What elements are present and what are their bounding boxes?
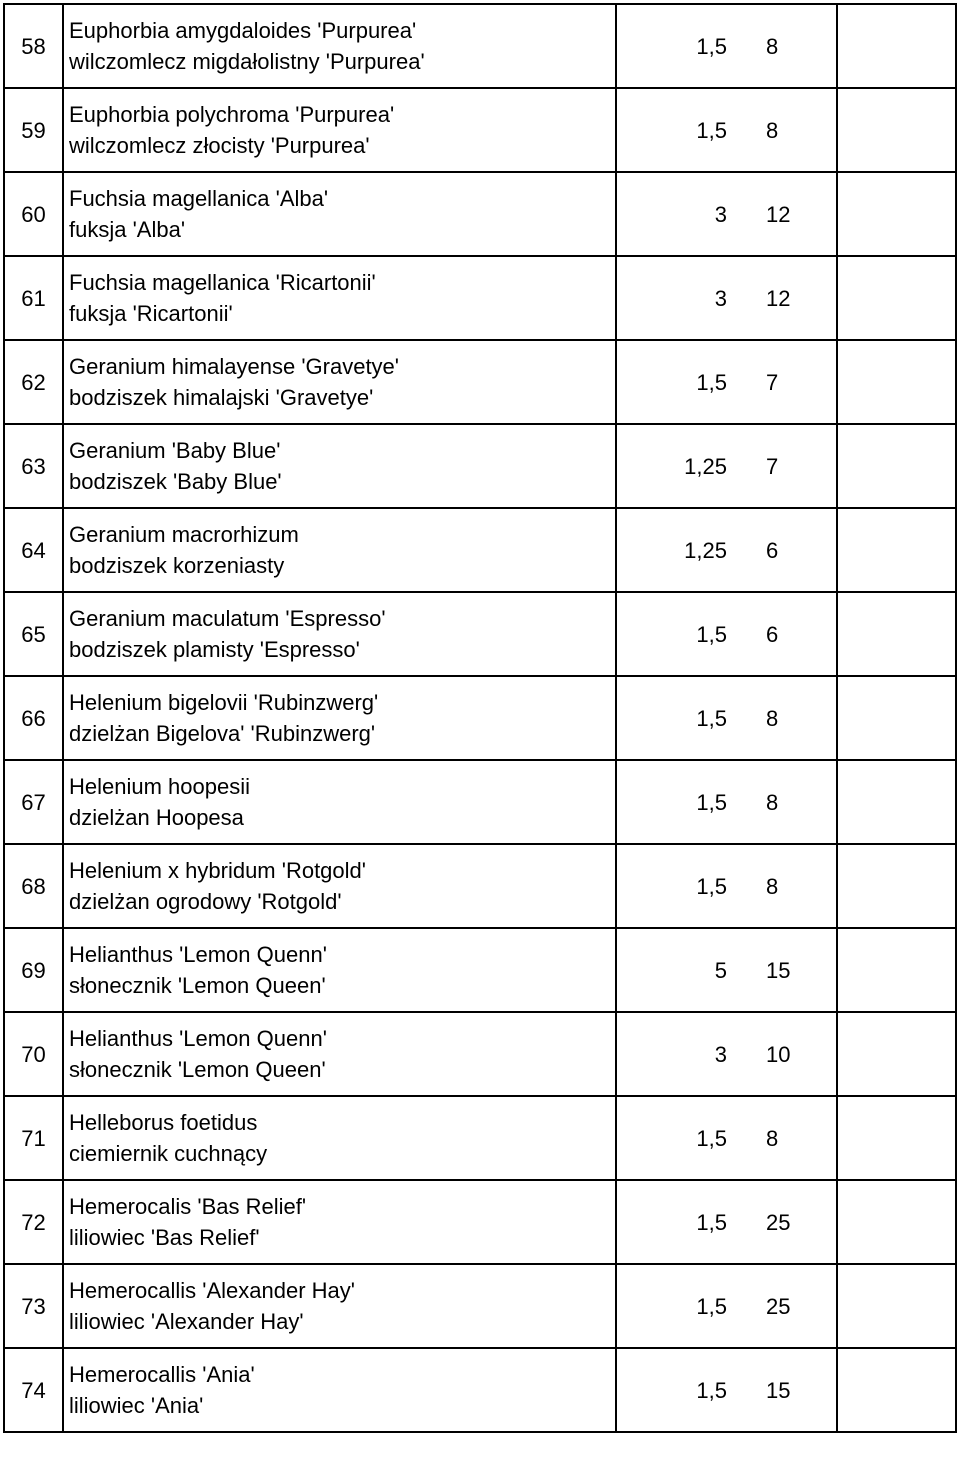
plant-table-body: [4, 4, 956, 1432]
value-a-cell: 3: [616, 1012, 731, 1096]
empty-cell: [837, 1096, 956, 1180]
plant-latin-name: Hemerocallis 'Ania': [69, 1362, 255, 1387]
plant-name-cell: [63, 760, 616, 844]
table-row: [4, 1264, 956, 1348]
plant-polish-name: liliowiec 'Ania': [69, 1393, 204, 1418]
table-row: [4, 340, 956, 424]
plant-name-cell: [63, 1264, 616, 1348]
value-a-cell: 1,5: [616, 1348, 731, 1432]
plant-name-cell: [63, 676, 616, 760]
value-b-cell: 8: [731, 1096, 837, 1180]
row-number: 64: [4, 508, 63, 592]
plant-name-cell: [63, 256, 616, 340]
row-number: 69: [4, 928, 63, 1012]
empty-cell: [837, 88, 956, 172]
plant-name-cell: [63, 340, 616, 424]
plant-latin-name: Euphorbia amygdaloides 'Purpurea': [69, 18, 417, 43]
plant-latin-name: Helleborus foetidus: [69, 1110, 258, 1135]
value-b-cell: 10: [731, 1012, 837, 1096]
plant-latin-name: Helenium x hybridum 'Rotgold': [69, 858, 366, 883]
table-row: [4, 1180, 956, 1264]
plant-polish-name: fuksja 'Ricartonii': [69, 301, 233, 326]
plant-latin-name: Geranium 'Baby Blue': [69, 438, 281, 463]
plant-latin-name: Fuchsia magellanica 'Alba': [69, 186, 329, 211]
value-b-cell: 8: [731, 4, 837, 88]
plant-polish-name: wilczomlecz złocisty 'Purpurea': [69, 133, 370, 158]
plant-latin-name: Euphorbia polychroma 'Purpurea': [69, 102, 395, 127]
plant-latin-name: Hemerocallis 'Alexander Hay': [69, 1278, 355, 1303]
empty-cell: [837, 256, 956, 340]
plant-polish-name: liliowiec 'Bas Relief': [69, 1225, 260, 1250]
plant-latin-name: Fuchsia magellanica 'Ricartonii': [69, 270, 376, 295]
plant-name-cell: [63, 424, 616, 508]
value-b-cell: 15: [731, 928, 837, 1012]
plant-name-cell: [63, 508, 616, 592]
plant-latin-name: Geranium himalayense 'Gravetye': [69, 354, 399, 379]
table-row: [4, 844, 956, 928]
value-a-cell: 3: [616, 256, 731, 340]
plant-name-cell: [63, 844, 616, 928]
value-a-cell: 1,5: [616, 4, 731, 88]
plant-latin-name: Helianthus 'Lemon Quenn': [69, 942, 327, 967]
value-b-cell: 8: [731, 676, 837, 760]
plant-latin-name: Helenium bigelovii 'Rubinzwerg': [69, 690, 379, 715]
row-number: 74: [4, 1348, 63, 1432]
row-number: 66: [4, 676, 63, 760]
value-a-cell: 5: [616, 928, 731, 1012]
table-row: [4, 1348, 956, 1432]
plant-polish-name: słonecznik 'Lemon Queen': [69, 973, 326, 998]
row-number: 60: [4, 172, 63, 256]
plant-polish-name: bodziszek korzeniasty: [69, 553, 285, 578]
value-a-cell: 1,5: [616, 1264, 731, 1348]
row-number: 68: [4, 844, 63, 928]
plant-name-cell: [63, 172, 616, 256]
table-row: [4, 4, 956, 88]
empty-cell: [837, 760, 956, 844]
plant-polish-name: liliowiec 'Alexander Hay': [69, 1309, 304, 1334]
plant-name-cell: [63, 1180, 616, 1264]
plant-latin-name: Geranium macrorhizum: [69, 522, 299, 547]
row-number: 65: [4, 592, 63, 676]
value-b-cell: 25: [731, 1264, 837, 1348]
plant-polish-name: bodziszek 'Baby Blue': [69, 469, 282, 494]
value-b-cell: 6: [731, 508, 837, 592]
plant-polish-name: bodziszek plamisty 'Espresso': [69, 637, 360, 662]
empty-cell: [837, 508, 956, 592]
plant-name-cell: [63, 1012, 616, 1096]
value-a-cell: 1,5: [616, 676, 731, 760]
empty-cell: [837, 844, 956, 928]
plant-polish-name: ciemiernik cuchnący: [69, 1141, 268, 1166]
value-b-cell: 7: [731, 340, 837, 424]
empty-cell: [837, 1180, 956, 1264]
table-row: [4, 508, 956, 592]
table-row: [4, 760, 956, 844]
table-row: [4, 592, 956, 676]
row-number: 71: [4, 1096, 63, 1180]
empty-cell: [837, 592, 956, 676]
plant-name-cell: [63, 928, 616, 1012]
row-number: 59: [4, 88, 63, 172]
value-b-cell: 7: [731, 424, 837, 508]
value-b-cell: 6: [731, 592, 837, 676]
row-number: 67: [4, 760, 63, 844]
table-row: [4, 256, 956, 340]
table-row: [4, 1012, 956, 1096]
empty-cell: [837, 1264, 956, 1348]
value-a-cell: 1,5: [616, 340, 731, 424]
plant-name-cell: [63, 1096, 616, 1180]
row-number: 72: [4, 1180, 63, 1264]
table-row: [4, 928, 956, 1012]
plant-polish-name: bodziszek himalajski 'Gravetye': [69, 385, 374, 410]
row-number: 70: [4, 1012, 63, 1096]
plant-latin-name: Geranium maculatum 'Espresso': [69, 606, 386, 631]
plant-polish-name: fuksja 'Alba': [69, 217, 186, 242]
value-a-cell: 1,5: [616, 592, 731, 676]
value-b-cell: 12: [731, 256, 837, 340]
plant-polish-name: dzielżan Hoopesa: [69, 805, 244, 830]
table-row: [4, 1096, 956, 1180]
value-a-cell: 1,5: [616, 88, 731, 172]
empty-cell: [837, 676, 956, 760]
value-b-cell: 8: [731, 844, 837, 928]
empty-cell: [837, 4, 956, 88]
value-b-cell: 15: [731, 1348, 837, 1432]
plant-name-cell: [63, 1348, 616, 1432]
plant-latin-name: Hemerocalis 'Bas Relief': [69, 1194, 307, 1219]
plant-name-cell: [63, 592, 616, 676]
value-a-cell: 1,25: [616, 508, 731, 592]
table-row: [4, 172, 956, 256]
row-number: 73: [4, 1264, 63, 1348]
empty-cell: [837, 172, 956, 256]
value-b-cell: 25: [731, 1180, 837, 1264]
plant-name-cell: [63, 88, 616, 172]
plant-latin-name: Helenium hoopesii: [69, 774, 250, 799]
plant-latin-name: Helianthus 'Lemon Quenn': [69, 1026, 327, 1051]
value-a-cell: 3: [616, 172, 731, 256]
empty-cell: [837, 340, 956, 424]
row-number: 62: [4, 340, 63, 424]
value-b-cell: 8: [731, 760, 837, 844]
value-a-cell: 1,5: [616, 844, 731, 928]
row-number: 61: [4, 256, 63, 340]
value-b-cell: 12: [731, 172, 837, 256]
row-number: 58: [4, 4, 63, 88]
plant-name-cell: [63, 4, 616, 88]
table-row: [4, 88, 956, 172]
plant-polish-name: słonecznik 'Lemon Queen': [69, 1057, 326, 1082]
table-row: [4, 676, 956, 760]
empty-cell: [837, 424, 956, 508]
value-a-cell: 1,25: [616, 424, 731, 508]
plant-table: [3, 3, 957, 1433]
value-a-cell: 1,5: [616, 1180, 731, 1264]
empty-cell: [837, 1348, 956, 1432]
empty-cell: [837, 1012, 956, 1096]
value-b-cell: 8: [731, 88, 837, 172]
value-a-cell: 1,5: [616, 760, 731, 844]
row-number: 63: [4, 424, 63, 508]
table-row: [4, 424, 956, 508]
plant-polish-name: wilczomlecz migdałolistny 'Purpurea': [69, 49, 425, 74]
empty-cell: [837, 928, 956, 1012]
plant-polish-name: dzielżan ogrodowy 'Rotgold': [69, 889, 342, 914]
plant-polish-name: dzielżan Bigelova' 'Rubinzwerg': [69, 721, 376, 746]
value-a-cell: 1,5: [616, 1096, 731, 1180]
